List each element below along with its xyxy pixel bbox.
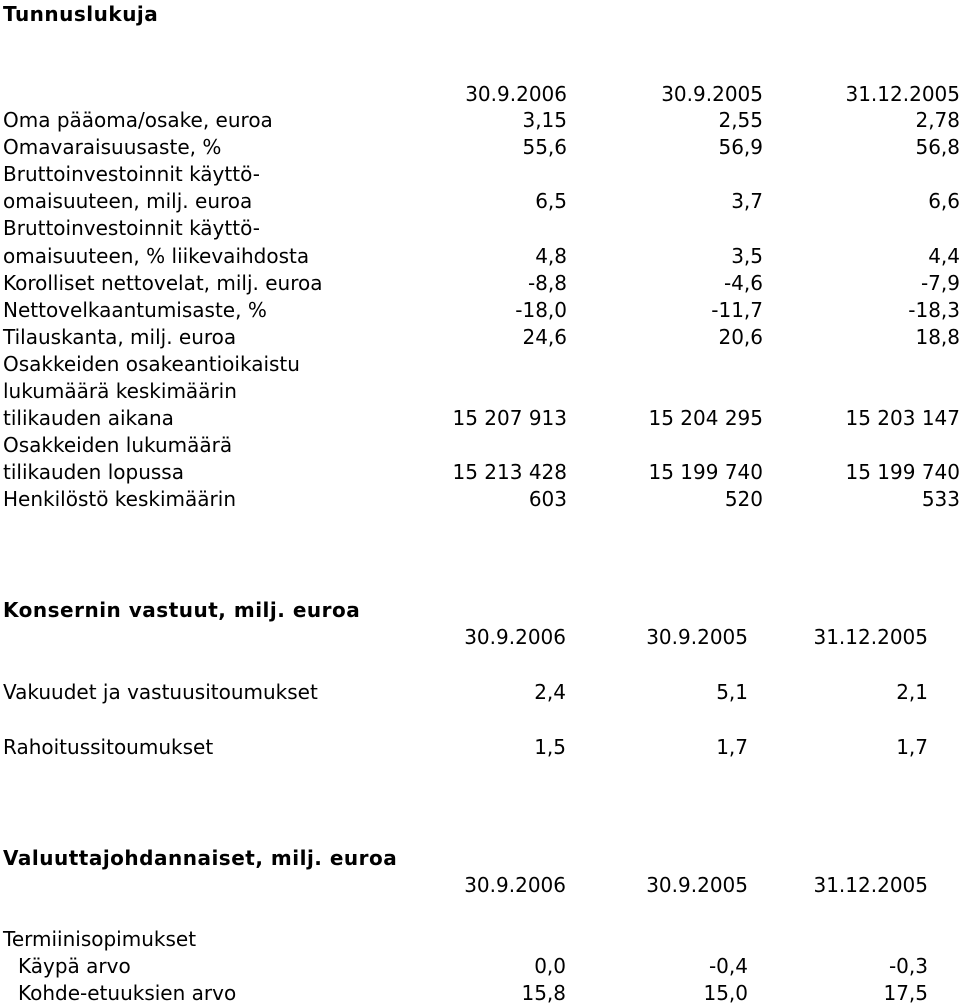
- row-label: omaisuuteen, milj. euroa: [3, 189, 253, 213]
- table-cell: -8,8: [527, 271, 567, 295]
- table-cell: 520: [724, 487, 763, 511]
- column-header: 31.12.2005: [813, 873, 928, 897]
- table-cell: 15 199 740: [845, 460, 960, 484]
- table-cell: 2,55: [718, 108, 763, 132]
- table-cell: 3,5: [731, 244, 763, 268]
- row-label: lukumäärä keskimäärin: [3, 379, 237, 403]
- table-cell: -11,7: [711, 298, 763, 322]
- column-header: 30.9.2005: [646, 873, 748, 897]
- row-label: Tilauskanta, milj. euroa: [3, 325, 237, 349]
- table-cell: -18,3: [908, 298, 960, 322]
- column-header: 30.9.2006: [465, 82, 567, 106]
- row-label: Rahoitussitoumukset: [3, 735, 214, 759]
- table-cell: 2,78: [915, 108, 960, 132]
- row-label: tilikauden aikana: [3, 406, 174, 430]
- table-cell: 533: [921, 487, 960, 511]
- row-label: Henkilöstö keskimäärin: [3, 487, 236, 511]
- table-cell: 20,6: [718, 325, 763, 349]
- table-cell: 15 207 913: [452, 406, 567, 430]
- table-cell: 4,4: [928, 244, 960, 268]
- section-title: Konsernin vastuut, milj. euroa: [3, 598, 361, 622]
- row-label: Vakuudet ja vastuusitoumukset: [3, 680, 318, 704]
- table-cell: 15 203 147: [845, 406, 960, 430]
- table-cell: 17,5: [883, 981, 928, 1005]
- table-cell: 55,6: [522, 135, 567, 159]
- row-label: tilikauden lopussa: [3, 460, 184, 484]
- group-label: Termiinisopimukset: [3, 927, 197, 951]
- row-label: Oma pääoma/osake, euroa: [3, 108, 273, 132]
- table-cell: 15 204 295: [648, 406, 763, 430]
- table-cell: 2,1: [896, 680, 928, 704]
- table-cell: 15,8: [521, 981, 566, 1005]
- table-cell: 6,6: [928, 189, 960, 213]
- table-cell: 603: [528, 487, 567, 511]
- table-cell: 18,8: [915, 325, 960, 349]
- table-cell: 15 199 740: [648, 460, 763, 484]
- table-cell: 0,0: [534, 954, 566, 978]
- table-cell: 24,6: [522, 325, 567, 349]
- row-label: Bruttoinvestoinnit käyttö-: [3, 162, 260, 186]
- section-title: Valuuttajohdannaiset, milj. euroa: [3, 846, 398, 870]
- row-label: Omavaraisuusaste, %: [3, 135, 222, 159]
- row-label: Käypä arvo: [18, 954, 131, 978]
- table-cell: -7,9: [920, 271, 960, 295]
- column-header: 31.12.2005: [845, 82, 960, 106]
- column-header: 31.12.2005: [813, 625, 928, 649]
- table-cell: 1,7: [896, 735, 928, 759]
- row-label: Bruttoinvestoinnit käyttö-: [3, 216, 260, 240]
- table-cell: -4,6: [723, 271, 763, 295]
- table-cell: 5,1: [716, 680, 748, 704]
- table-cell: 56,9: [718, 135, 763, 159]
- table-cell: 2,4: [534, 680, 566, 704]
- section-title: Tunnuslukuja: [3, 2, 159, 26]
- row-label: Korolliset nettovelat, milj. euroa: [3, 271, 323, 295]
- table-cell: 3,15: [522, 108, 567, 132]
- column-header: 30.9.2005: [661, 82, 763, 106]
- table-cell: 1,5: [534, 735, 566, 759]
- table-cell: 4,8: [535, 244, 567, 268]
- row-label: Kohde-etuuksien arvo: [18, 981, 237, 1005]
- row-label: omaisuuteen, % liikevaihdosta: [3, 244, 310, 268]
- table-cell: 6,5: [535, 189, 567, 213]
- row-label: Osakkeiden lukumäärä: [3, 433, 233, 457]
- row-label: Osakkeiden osakeantioikaistu: [3, 352, 300, 376]
- column-header: 30.9.2005: [646, 625, 748, 649]
- table-cell: 3,7: [731, 189, 763, 213]
- column-header: 30.9.2006: [464, 625, 566, 649]
- table-cell: 15,0: [703, 981, 748, 1005]
- table-cell: -0,4: [708, 954, 748, 978]
- column-header: 30.9.2006: [464, 873, 566, 897]
- table-cell: 56,8: [915, 135, 960, 159]
- row-label: Nettovelkaantumisaste, %: [3, 298, 267, 322]
- table-cell: -0,3: [888, 954, 928, 978]
- table-cell: 15 213 428: [452, 460, 567, 484]
- table-cell: -18,0: [515, 298, 567, 322]
- table-cell: 1,7: [716, 735, 748, 759]
